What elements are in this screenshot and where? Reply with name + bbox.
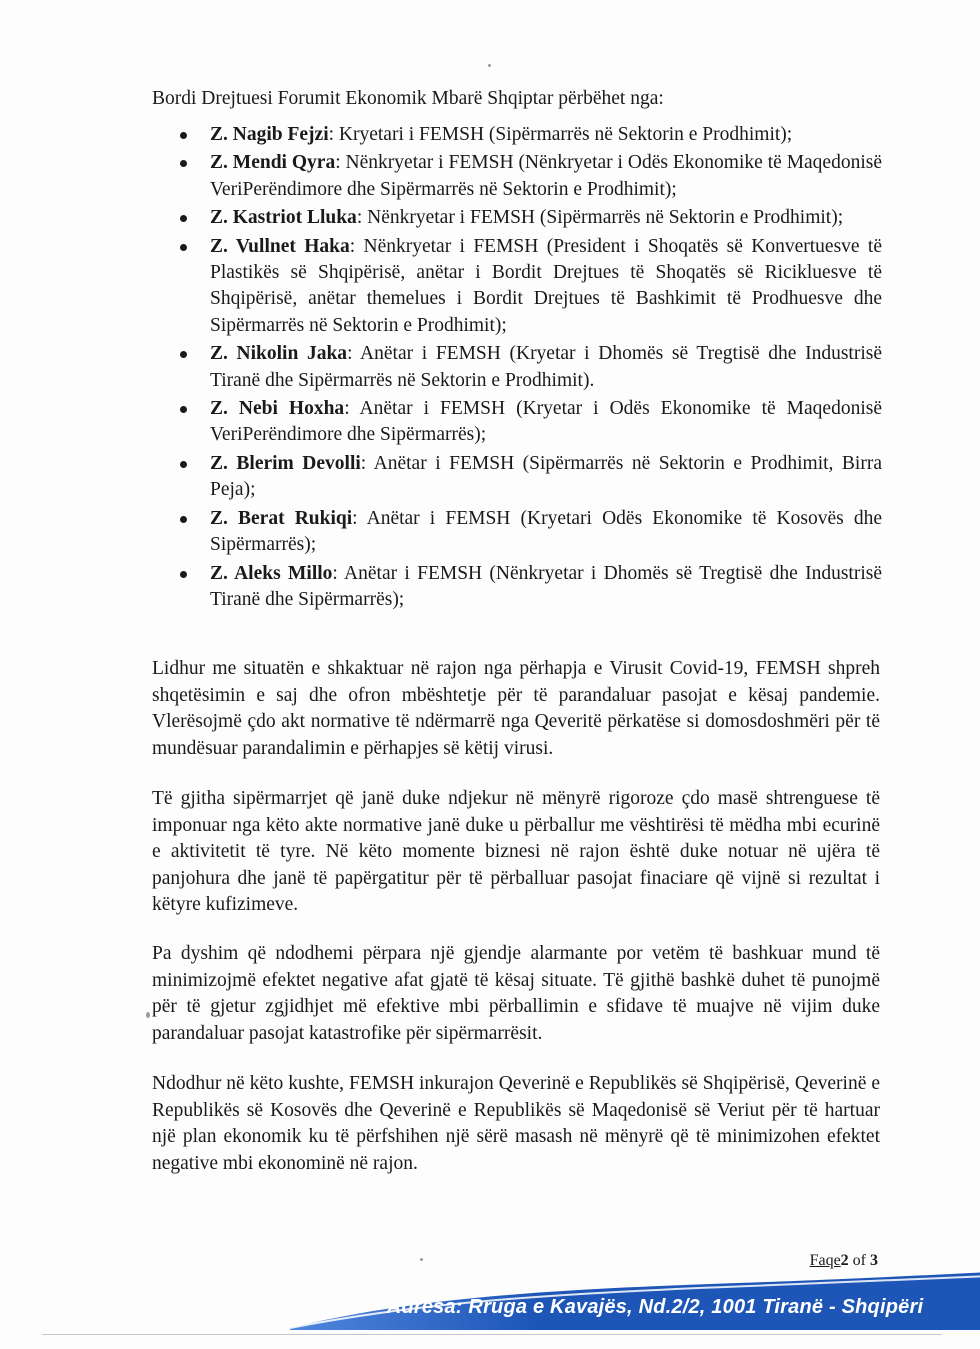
member-role: : Kryetari i FEMSH (Sipërmarrës në Sektorin e Prodhimit); [328,124,793,145]
bullet-icon [180,406,187,413]
scan-speck [488,64,491,67]
member-role: : Anëtar i FEMSH (Sipërmarrës në Sektorin e Prodhimit, Birra Peja); [210,452,882,501]
bullet-icon [180,516,187,523]
member-role: : Anëtar i FEMSH (Kryetar i Dhomës së Tregtisë dhe Industrisë Tiranë dhe Sipërmarrës në Sektorin e Prodhimit). [210,343,882,391]
paragraph-call-to-unity: Pa dyshim që ndodhemi përpara një gjendje alarmante por vetëm të bashkuar mund të minimizojmë efektet negative afat gjatë të kësaj situate. Të gjithë bashkë duhet të punojmë për të gjetur zgjidhjet më efektive mbi përballimin e sfidave të muajve në vijim duke parandaluar pasojat katastrofike për sipërmarrësit. [152,943,880,1044]
list-item [152,234,882,340]
member-name: Z. Berat Rukiqi [210,507,353,529]
paragraph-business-difficulties: Të gjitha sipërmarrjet që janë duke ndjekur në mënyrë rigoroze çdo masë shtrenguese të imponuar nga këto akte normative janë duke u përballur me vështirësi të mëdha mbi ecurinë e aktivitetit të tyre. Në këto momente biznesi në rajon është duke notuar në ujëra të panjohura dhe janë të papërgatitur për të përballuar pasojat finaciare që vijnë si rezultat i këtyre kufizimeve. [152,788,880,916]
member-name: Z. Blerim Devolli [210,452,361,474]
paragraph-government-appeal: Ndodhur në këto kushte, FEMSH inkurajon Qeverinë e Republikës së Shqipërisë, Qeverinë e Republikës së Kosovës dhe Qeverinë e Republikës së Maqedonisë së Veriut për të hartuar një plan ekonomik ku të përfshihen një sërë masash në mënyrë që të minimizohen efektet negative mbi ekonominë në rajon. [152,1073,880,1174]
board-member-list [152,122,882,615]
list-item [152,396,882,449]
bullet-icon [180,461,187,468]
page-number-total: 3 [870,1252,878,1269]
member-name: Z. Nebi Hoxha [210,398,345,420]
scan-speck [146,1012,150,1018]
footer-address: Adresa: Rruga e Kavajës, Nd.2/2, 1001 Tiranë - Shqipëri [386,1296,924,1318]
bullet-icon [180,160,187,167]
member-role: : Anëtar i FEMSH (Kryetar i Odës Ekonomike të Maqedonisë VeriPerëndimore dhe Sipërmarrës); [210,398,882,446]
footer-divider [42,1334,942,1335]
bullet-icon [180,351,187,358]
member-name: Z. Nagib Fejzi [210,124,329,145]
member-name: Z. Kastriot Lluka [210,207,357,229]
member-name: Z. Mendi Qyra [210,152,336,174]
member-role: : Anëtar i FEMSH (Nënkryetar i Dhomës së Tregtisë dhe Industrisë Tiranë dhe Sipërmarrës); [210,562,882,610]
footer-address-band [290,1268,980,1330]
list-item [152,451,882,504]
list-item [152,341,882,394]
member-name: Z. Nikolin Jaka [210,343,348,365]
bullet-icon [180,244,187,251]
bullet-icon [180,571,187,578]
page-number-label: Faqe [809,1252,841,1269]
member-role: : Nënkryetar i FEMSH (Nënkryetar i Odës Ekonomike të Maqedonisë VeriPerëndimore dhe Sipërmarrës në Sektorin e Prodhimit); [210,152,882,200]
list-item [152,506,882,559]
bullet-icon [180,132,187,139]
member-name: Z. Aleks Millo [210,562,333,584]
member-role: : Nënkryetar i FEMSH (President i Shoqatës së Konvertuesve të Plastikës së Shqipërisë, anëtar i Bordit Drejtues të Shoqatës së Ricikluesve të Shqipërisë, anëtar themelues i Bordit Drejtues të Bashkimit të Prodhuesve dhe Sipërmarrës në Sektorin e Prodhimit); [210,235,882,336]
page-number-separator: of [848,1252,870,1269]
member-role: : Anëtar i FEMSH (Kryetari Odës Ekonomike të Kosovës dhe Sipërmarrës); [210,507,882,556]
paragraph-covid-concern: Lidhur me situatën e shkaktuar në rajon nga përhapja e Virusit Covid-19, FEMSH shpreh shqetësimin e saj dhe ofron mbështetje për të parandaluar pasojat e kësaj pandemie. Vlerësojmë çdo akt normative të ndërmarrë nga Qeveritë përkatëse si domosdoshmëri për të mundësuar parandalimin e përhapjes së këtij virusi. [152,658,880,759]
board-intro: Bordi Drejtuesi Forumit Ekonomik Mbarë Shqiptar përbëhet nga: [152,88,664,109]
list-item [152,205,882,231]
bullet-icon [180,215,187,222]
list-item [152,150,882,203]
page-number-current: 2 [840,1252,849,1269]
list-item [152,561,882,614]
list-item [152,122,882,148]
member-role: : Nënkryetar i FEMSH (Sipërmarrës në Sektorin e Prodhimit); [356,207,844,229]
member-name: Z. Vullnet Haka [210,235,350,257]
scan-speck [420,1258,423,1261]
